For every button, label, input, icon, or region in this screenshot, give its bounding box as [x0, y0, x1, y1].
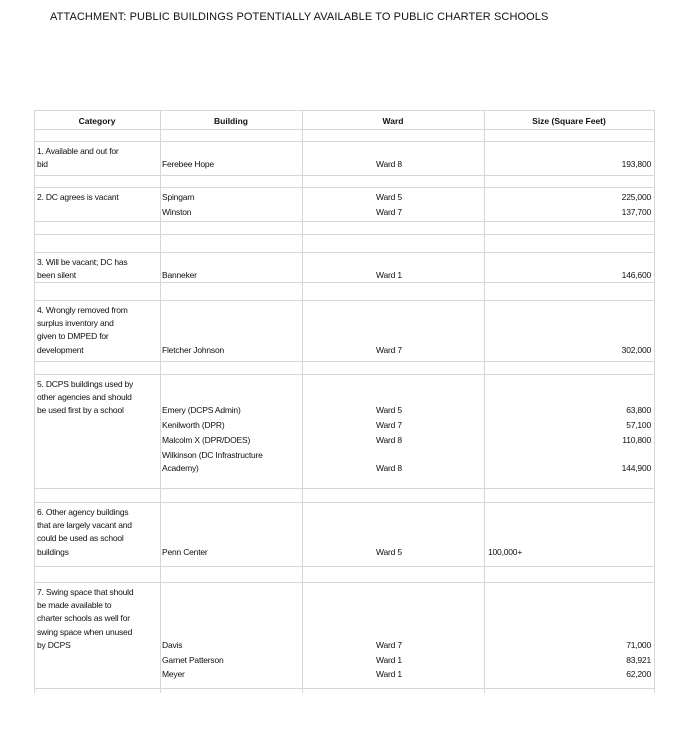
ward-value: Ward 5 [376, 405, 402, 416]
ward-value: Ward 7 [376, 344, 402, 355]
size-value: 62,200 [626, 669, 651, 680]
ward-value: Ward 7 [376, 639, 402, 650]
building-name: Academy) [162, 462, 199, 473]
category-line: bid [37, 159, 48, 170]
building-name: Emery (DCPS Admin) [162, 405, 241, 416]
building-name: Banneker [162, 270, 197, 281]
size-value: 83,921 [626, 654, 651, 665]
size-value: 100,000+ [488, 546, 523, 557]
category-line: 3. Will be vacant; DC has [37, 257, 128, 267]
grid-line [34, 688, 654, 689]
ward-value: Ward 5 [376, 192, 402, 202]
category-line: 2. DC agrees is vacant [37, 192, 119, 202]
category-line: development [37, 344, 84, 355]
building-name: Penn Center [162, 546, 208, 557]
header-category: Category [78, 116, 116, 126]
ward-value: Ward 8 [376, 434, 402, 445]
size-value: 302,000 [621, 344, 651, 355]
building-name: Meyer [162, 669, 185, 680]
category-line: been silent [37, 270, 76, 281]
category-line: 6. Other agency buildings [37, 507, 129, 517]
size-value: 146,600 [621, 270, 651, 281]
grid-line [484, 110, 485, 693]
building-name: Malcolm X (DPR/DOES) [162, 434, 251, 445]
ward-value: Ward 7 [376, 206, 402, 217]
grid-line [302, 110, 303, 693]
grid-line [34, 566, 654, 567]
category-line: given to DMPED for [37, 331, 109, 342]
category-line: by DCPS [37, 639, 71, 650]
category-line: that are largely vacant and [37, 520, 132, 531]
grid-line [34, 488, 654, 489]
grid-line [34, 234, 654, 235]
grid-line [34, 252, 654, 253]
size-value: 225,000 [621, 192, 651, 202]
ward-value: Ward 7 [376, 420, 402, 431]
ward-value: Ward 8 [376, 462, 402, 473]
category-line: other agencies and should [37, 392, 132, 403]
grid-line [34, 502, 654, 503]
ward-value: Ward 1 [376, 270, 402, 281]
category-line: 7. Swing space that should [37, 587, 134, 597]
grid-line [34, 141, 654, 142]
header-ward: Ward [382, 116, 404, 126]
header-size: Size (Square Feet) [532, 116, 606, 126]
size-value: 137,700 [621, 206, 651, 217]
size-value: 71,000 [626, 639, 651, 650]
category-line: 1. Available and out for [37, 146, 119, 156]
size-value: 144,900 [621, 462, 651, 473]
grid-line [160, 110, 161, 693]
ward-value: Ward 1 [376, 669, 402, 680]
building-name: Winston [162, 206, 192, 217]
grid-line [34, 129, 654, 130]
ward-value: Ward 1 [376, 654, 402, 665]
category-line: charter schools as well for [37, 613, 130, 624]
grid-line [34, 110, 35, 693]
size-value: 193,800 [621, 159, 651, 170]
category-line: be made available to [37, 600, 112, 611]
category-line: could be used as school [37, 533, 124, 544]
category-line: be used first by a school [37, 405, 124, 416]
category-line: surplus inventory and [37, 318, 114, 329]
building-name: Spingarn [162, 192, 195, 202]
grid-line [34, 300, 654, 301]
page-title: ATTACHMENT: PUBLIC BUILDINGS POTENTIALLY AVAILABLE TO PUBLIC CHARTER SCHOOLS [50, 11, 549, 23]
ward-value: Ward 8 [376, 159, 402, 170]
building-name: Wilkinson (DC Infrastructure [162, 449, 263, 460]
grid-line [654, 110, 655, 693]
building-name: Garnet Patterson [162, 654, 224, 665]
size-value: 110,800 [622, 434, 651, 445]
building-name: Ferebee Hope [162, 159, 214, 170]
grid-line [34, 187, 654, 188]
ward-value: Ward 5 [376, 546, 402, 557]
grid-line [34, 221, 654, 222]
category-line: 5. DCPS buildings used by [37, 379, 134, 389]
building-name: Davis [162, 639, 183, 650]
grid-line [34, 175, 654, 176]
category-line: buildings [37, 546, 69, 557]
building-name: Kenilworth (DPR) [162, 420, 225, 431]
size-value: 57,100 [626, 420, 651, 431]
category-line: swing space when unused [37, 626, 133, 637]
header-building: Building [214, 116, 248, 126]
grid-line [34, 374, 654, 375]
category-line: 4. Wrongly removed from [37, 305, 128, 315]
grid-line [34, 110, 654, 111]
building-name: Fletcher Johnson [162, 344, 225, 355]
grid-line [34, 582, 654, 583]
size-value: 63,800 [626, 405, 651, 416]
grid-line [34, 361, 654, 362]
